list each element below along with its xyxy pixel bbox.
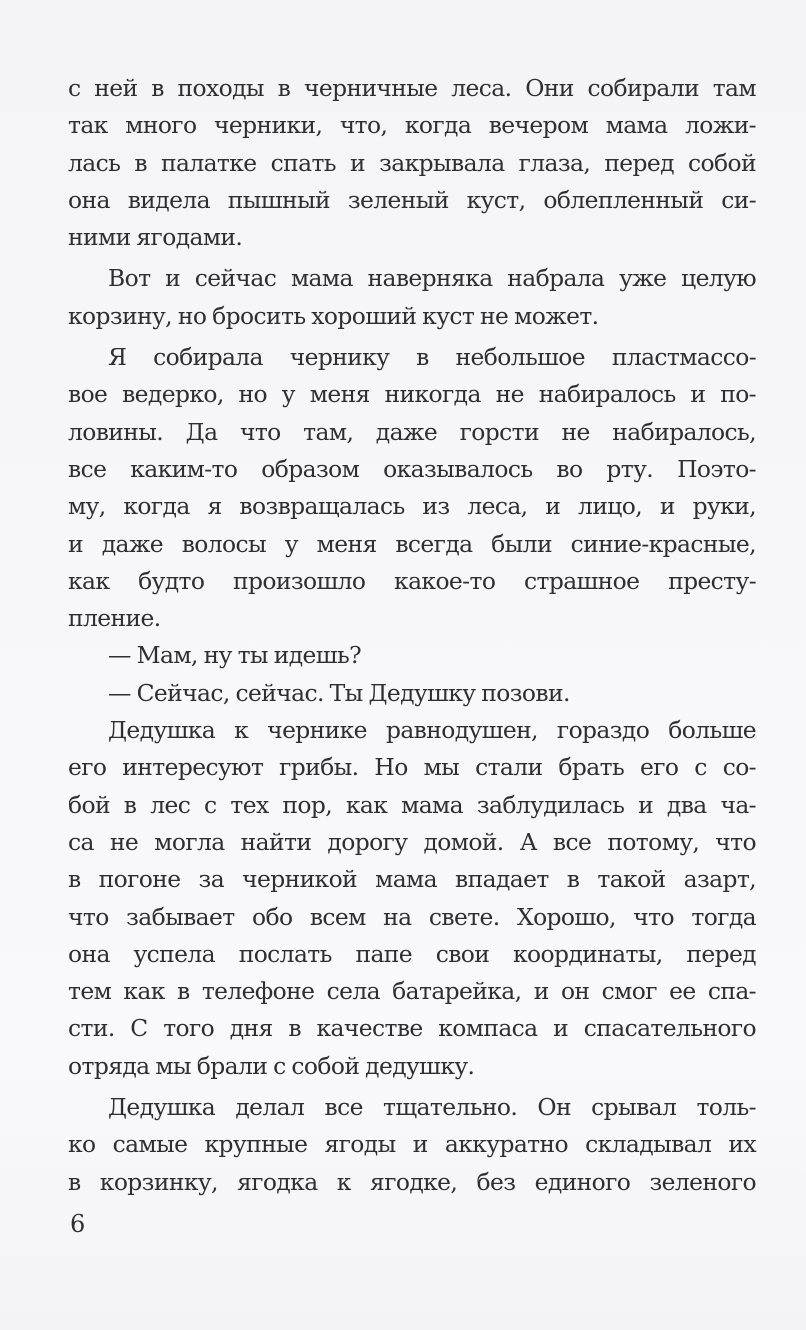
text-line: как будто произошло какое-то страшное престу- [68, 566, 756, 595]
text-line: она видела пышный зеленый куст, облепленный си- [68, 185, 756, 214]
text-line: — Мам, ну ты идешь? [108, 641, 362, 670]
text-line: его интересуют грибы. Но мы стали брать его с со- [68, 753, 756, 782]
text-line: ко самые крупные ягоды и аккуратно складывал их [68, 1130, 756, 1159]
text-line: ними ягодами. [68, 223, 243, 252]
text-line: му, когда я возвращалась из леса, и лицо, и руки, [68, 492, 756, 521]
paragraph [68, 1089, 756, 1201]
text-line: — Сейчас, сейчас. Ты Дедушку позови. [108, 678, 570, 707]
text-line: так много черники, что, когда вечером мама ложи- [68, 111, 756, 140]
paragraph [68, 70, 756, 256]
text-line: Дедушка делал все тщательно. Он срывал толь- [108, 1093, 756, 1122]
text-line: в корзинку, ягодка к ягодке, без единого зеленого [68, 1167, 756, 1196]
page-number: 6 [70, 1210, 86, 1238]
text-line: все каким-то образом оказывалось во рту. Поэто- [68, 454, 756, 483]
text-line: Вот и сейчас мама наверняка набрала уже целую [108, 264, 756, 293]
paragraph [68, 260, 756, 335]
text-line: отряда мы брали с собой дедушку. [68, 1051, 475, 1080]
dialogue-line [68, 637, 756, 674]
paragraph [68, 712, 756, 1085]
text-line: она успела послать папе свои координаты, перед [68, 939, 756, 968]
text-line: вое ведерко, но у меня никогда не набиралось и по- [68, 380, 756, 409]
body-text [68, 70, 756, 1201]
text-line: и даже волосы у меня всегда были синие-красные, [68, 529, 756, 558]
text-line: что забывает обо всем на свете. Хорошо, что тогда [68, 902, 756, 931]
paragraph [68, 339, 756, 637]
dialogue-line [68, 675, 756, 712]
text-line: Я собирала чернику в небольшое пластмассо- [108, 343, 756, 372]
text-line: пление. [68, 604, 161, 633]
text-line: с ней в походы в черничные леса. Они собирали там [68, 74, 756, 102]
text-line: Дедушка к чернике равнодушен, гораздо больше [108, 716, 756, 745]
text-line: тем как в телефоне села батарейка, и он смог ее спа- [68, 977, 756, 1006]
text-line: бой в лес с тех пор, как мама заблудилась и два ча- [68, 790, 756, 819]
text-line: корзину, но бросить хороший куст не может. [68, 301, 599, 330]
text-line: ловины. Да что там, даже горсти не набиралось, [68, 417, 756, 446]
text-line: в погоне за черникой мама впадает в такой азарт, [68, 865, 756, 894]
text-line: са не могла найти дорогу домой. А все потому, что [68, 827, 756, 856]
text-line: сти. С того дня в качестве компаса и спасательного [68, 1014, 756, 1043]
text-line: лась в палатке спать и закрывала глаза, перед собой [68, 148, 756, 177]
